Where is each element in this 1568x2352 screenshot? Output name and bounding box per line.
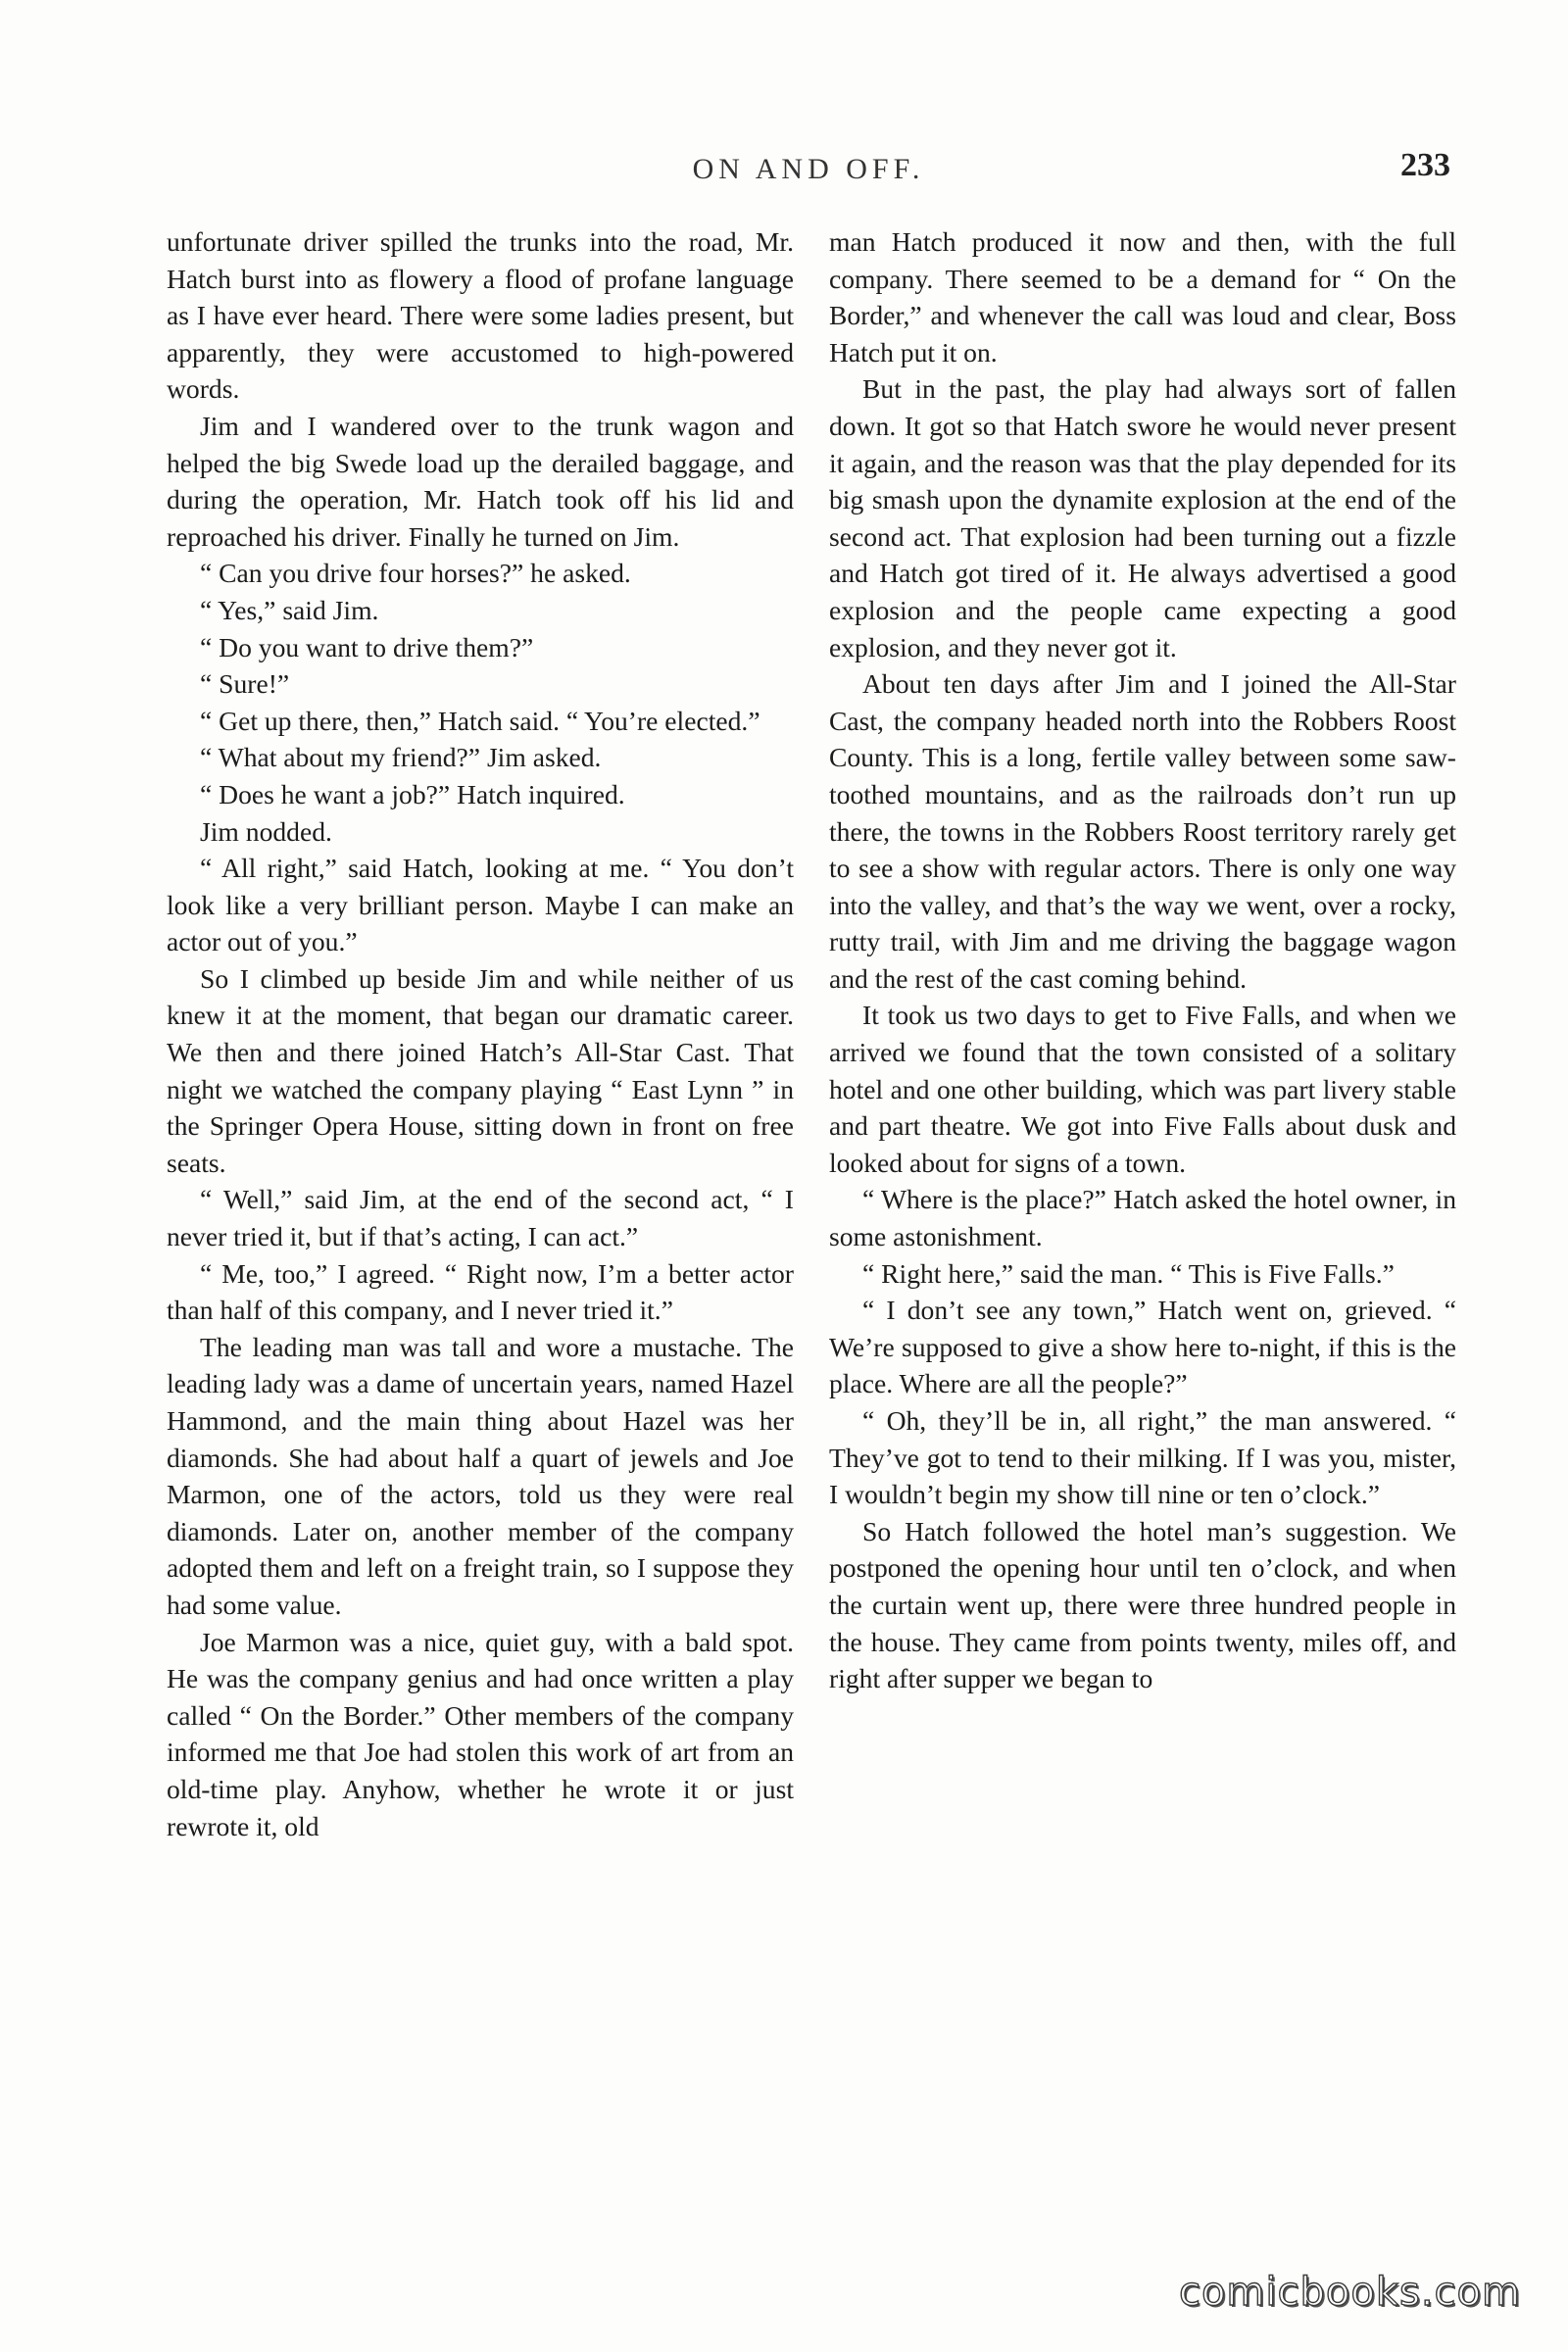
paragraph: “ All right,” said Hatch, looking at me. “ You don’t look like a very brilliant person. Maybe I can make an actor out of you.” [167, 853, 794, 957]
paragraph: “ I don’t see any town,” Hatch went on, grieved. “ We’re supposed to give a show here to-night, if this is the place. Where are all the people?” [829, 1295, 1456, 1399]
paragraph: “ Me, too,” I agreed. “ Right now, I’m a better actor than half of this company, and I never tried it.” [167, 1257, 794, 1326]
paragraph: It took us two days to get to Five Falls, and when we arrived we found that the town consisted of a solitary hotel and one other building, which was part livery stable and part theatre. We got into Five Falls about dusk and looked about for signs of a town. [829, 1000, 1456, 1178]
paragraph: unfortunate driver spilled the trunks into the road, Mr. Hatch burst into as flowery a flood of profane language as I have ever heard. There were some ladies present, but apparently, they were accustomed to high-powered words. [167, 226, 794, 405]
paragraph: So Hatch followed the hotel man’s suggestion. We postponed the opening hour until ten o’clock, and when the curtain went up, there were three hundred people in the house. They came from points twenty, miles off, and right after supper we began to [829, 1515, 1456, 1694]
paragraph: “ Does he want a job?” Hatch inquired. [200, 778, 625, 809]
paragraph: “ Yes,” said Jim. [200, 594, 379, 625]
running-title: ON AND OFF. [692, 153, 925, 185]
paragraph: Joe Marmon was a nice, quiet guy, with a bald spot. He was the company genius and had once written a play called “ On the Border.” Other members of the company informed me that Joe had stolen this work of art from an old-time play. Anyhow, whether he wrote it or just rewrote it, old [167, 1626, 794, 1841]
paragraph: “ Right here,” said the man. “ This is Five Falls.” [862, 1257, 1395, 1289]
paragraph: About ten days after Jim and I joined the All-Star Cast, the company headed north into the Robbers Roost County. This is a long, fertile valley between some saw-toothed mountains, and as the railroads don’t run up there, the towns in the Robbers Roost territory rarely get to see a show with regular actors. There is only one way into the valley, and that’s the way we went, over a rocky, rutty trail, with Jim and me driving the baggage wagon and the rest of the cast coming behind. [829, 668, 1456, 994]
paragraph: Jim nodded. [200, 815, 332, 847]
paragraph: “ Sure!” [200, 668, 290, 700]
paragraph: “ Get up there, then,” Hatch said. “ You’re elected.” [200, 705, 760, 736]
paragraph: So I climbed up beside Jim and while neither of us knew it at the moment, that began our dramatic career. We then and there joined Hatch’s All-Star Cast. That night we watched the company playing “ East Lynn ” in the Springer Opera House, sitting down in front on free seats. [167, 962, 794, 1178]
paragraph: “ Can you drive four horses?” he asked. [200, 558, 631, 589]
paragraph: Jim and I wandered over to the trunk wagon and helped the big Swede load up the derailed baggage, and during the operation, Mr. Hatch took off his lid and reproached his driver. Finally he turned on Jim. [167, 410, 794, 552]
running-head [167, 147, 1450, 196]
paragraph: But in the past, the play had always sort of fallen down. It got so that Hatch swore he would never present it again, and the reason was that the play depended for its big smash upon the dynamite explosion at the end of the second act. That explosion had been turning out a fizzle and Hatch got tired of it. He always advertised a good explosion and the people came expecting a good explosion, and they never got it. [829, 373, 1456, 662]
paragraph: The leading man was tall and wore a mustache. The leading lady was a dame of uncertain years, named Hazel Hammond, and the main thing about Hazel was her diamonds. She had about half a quart of jewels and Joe Marmon, one of the actors, told us they were real diamonds. Later on, another member of the company adopted them and left on a freight train, so I suppose they had some value. [167, 1331, 794, 1620]
watermark-logo: comicbooks.com [1178, 2270, 1521, 2315]
paragraph: “ What about my friend?” Jim asked. [200, 742, 602, 773]
paragraph: “ Well,” said Jim, at the end of the second act, “ I never tried it, but if that’s acting, I can act.” [167, 1184, 794, 1252]
paragraph: “ Do you want to drive them?” [200, 631, 534, 662]
paragraph: man Hatch produced it now and then, with the full company. There seemed to be a demand for “ On the Border,” and whenever the call was loud and clear, Boss Hatch put it on. [829, 226, 1456, 368]
page-number: 233 [1400, 147, 1450, 183]
paragraph: “ Where is the place?” Hatch asked the hotel owner, in some astonishment. [829, 1184, 1456, 1252]
paragraph: “ Oh, they’ll be in, all right,” the man answered. “ They’ve got to tend to their milking. If I was you, mister, I wouldn’t begin my show till nine or ten o’clock.” [829, 1405, 1456, 1510]
text-column-left [167, 223, 794, 1844]
text-column-right [829, 223, 1456, 1697]
